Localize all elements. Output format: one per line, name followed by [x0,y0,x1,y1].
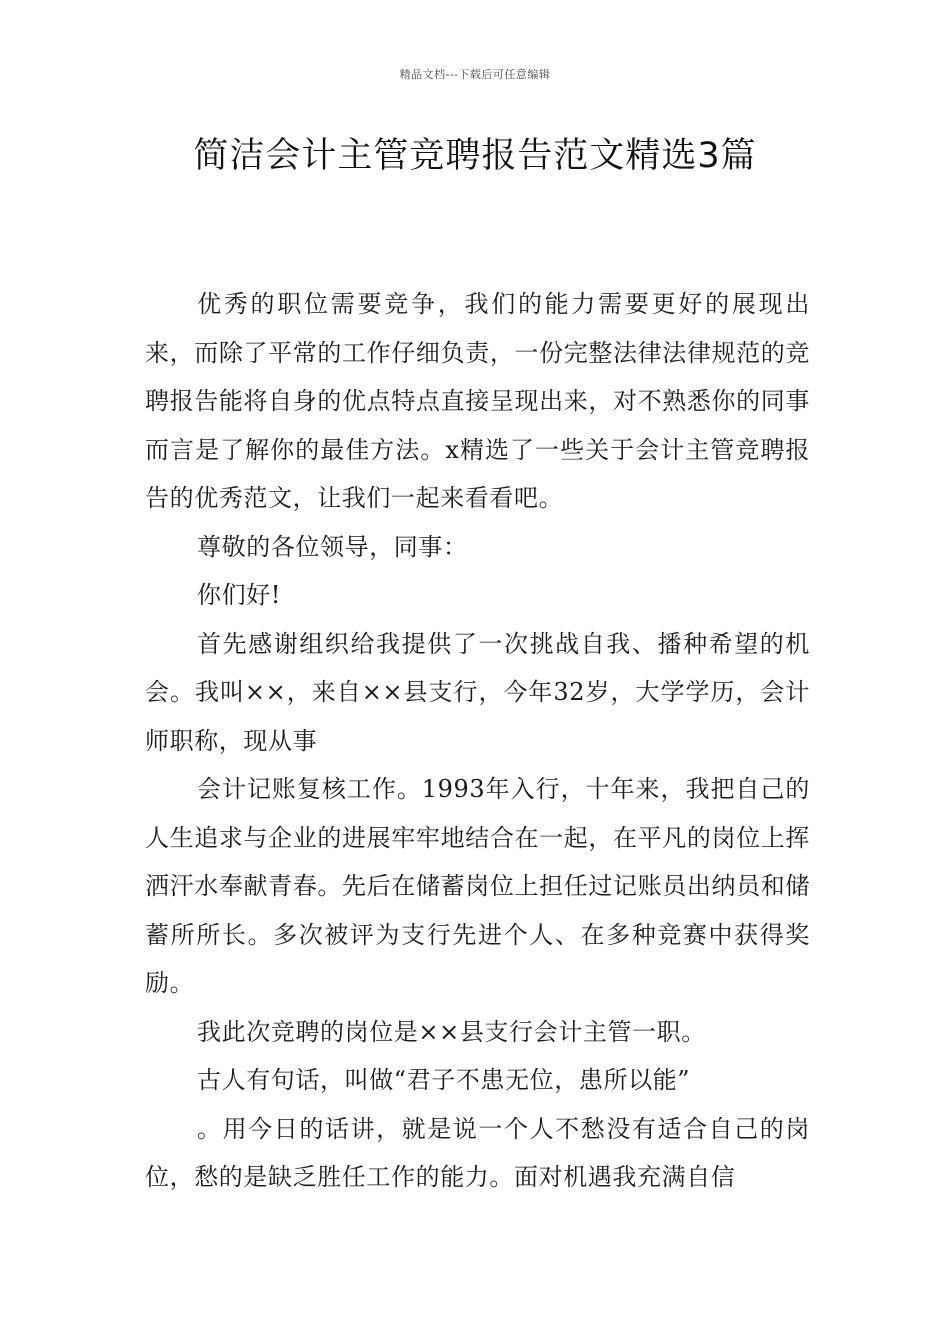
paragraph-position: 我此次竞聘的岗位是××县支行会计主管一职。 [197,1017,706,1046]
paragraph-self-intro: 首先感谢组织给我提供了一次挑战自我、播种希望的机会。我叫××，来自××县支行，今年32岁，大学学历，会计师职称，现从事 [145,629,810,755]
paragraph-salutation: 尊敬的各位领导，同事： [197,532,468,561]
paragraph-greeting: 你们好! [197,581,282,609]
paragraph-experience: 会计记账复核工作。1993年入行，十年来，我把自己的人生追求与企业的进展牢牢地结合在一起，在平凡的岗位上挥洒汗水奉献青春。先后在储蓄岗位上担任过记账员出纳员和储蓄所所长。多次被评为支行先进个人、在多种竞赛中获得奖励。 [145,775,810,997]
paragraph-intro: 优秀的职位需要竞争，我们的能力需要更好的展现出来，而除了平常的工作仔细负责，一份完整法律法律规范的竞聘报告能将自身的优点特点直接呈现出来，对不熟悉你的同事而言是了解你的最佳方法。x精选了一些关于会计主管竞聘报告的优秀范文，让我们一起来看看吧。 [145,290,810,512]
document-body [145,280,810,1202]
header-note: 精品文档---下载后可任意编辑 [399,68,551,81]
paragraph-quote: 古人有句话，叫做“君子不患无位，患所以能” [197,1066,691,1094]
paragraph-confidence: 。用今日的话讲，就是说一个人不愁没有适合自己的岗位，愁的是缺乏胜任工作的能力。面对机遇我充满自信 [145,1114,810,1191]
document-title: 简洁会计主管竞聘报告范文精选3篇 [193,136,757,176]
